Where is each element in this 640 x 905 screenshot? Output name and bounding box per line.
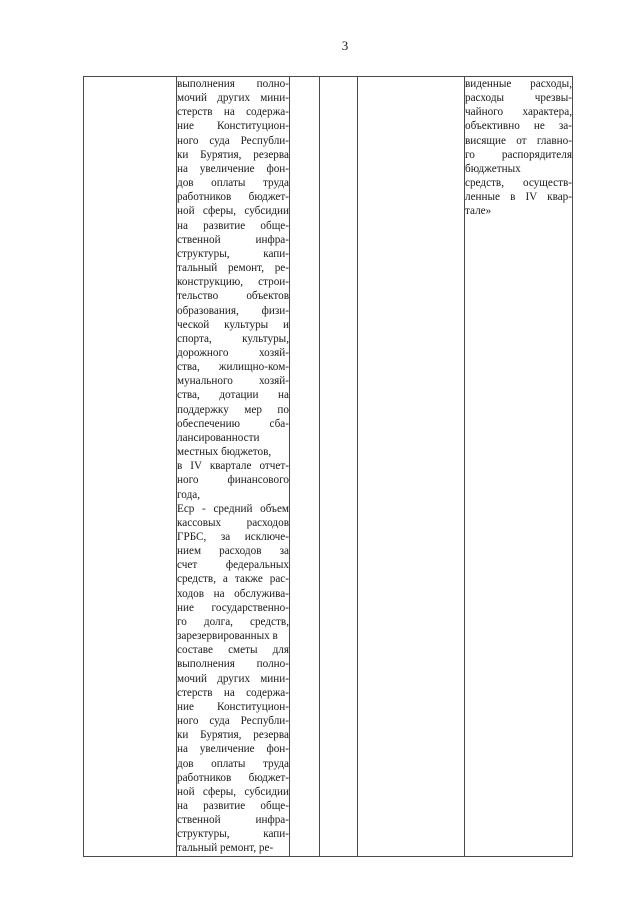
text-line: ственной инфра- <box>177 814 289 827</box>
text-line: мунального хозяй- <box>177 375 289 388</box>
table-cell-col6 <box>465 77 573 857</box>
table-cell-col2 <box>177 77 290 857</box>
text-line: в IV квартале отчет- <box>177 460 289 473</box>
text-line: ние Конституцион- <box>177 120 289 133</box>
text-line: объективно не за- <box>465 120 572 133</box>
text-line: счет федеральных <box>177 559 289 572</box>
text-line: ной сферы, субсидии <box>177 785 289 798</box>
text-line: выполнения полно- <box>177 78 289 90</box>
text-line: на увеличение фон- <box>177 743 289 756</box>
text-line: спорта, культуры, <box>177 332 289 345</box>
text-line: дов оплаты труда <box>177 177 289 190</box>
text-line: ние государственно- <box>177 601 289 614</box>
text-line: ГРБС, за исключе- <box>177 531 289 543</box>
text-line: ки Бурятия, резерва <box>177 729 289 742</box>
text-line: лансированности <box>177 431 260 444</box>
text-line: средств, осуществ- <box>465 177 572 190</box>
text-line: структуры, капи- <box>177 247 289 260</box>
text-line: чайного характера, <box>465 106 572 119</box>
page-number: 3 <box>341 38 349 53</box>
text-line: стерств на содержа- <box>177 686 289 699</box>
text-line: составе сметы для <box>177 644 289 657</box>
text-line: местных бюджетов, <box>177 446 272 459</box>
text-line: ки Бурятия, резерва <box>177 148 289 161</box>
text-line: го распорядителя <box>465 148 572 161</box>
text-line: стерств на содержа- <box>177 106 289 119</box>
text-line: висящие от главно- <box>465 134 572 147</box>
text-line: нием расходов за <box>177 545 289 558</box>
text-line: года, <box>177 488 201 501</box>
text-line: бюджетных <box>465 162 521 175</box>
text-line: выполнения полно- <box>177 658 289 671</box>
text-line: кассовых расходов <box>177 516 289 529</box>
text-line: работников бюджет- <box>177 191 289 204</box>
text-line: на развитие обще- <box>177 219 289 232</box>
text-line: тале» <box>465 205 492 218</box>
table-cell-col1 <box>84 77 177 857</box>
text-line: зарезервированных в <box>177 630 278 643</box>
table-cell-col5 <box>358 77 465 857</box>
text-line: конструкцию, строи- <box>177 276 289 289</box>
text-line: ческой культуры и <box>177 318 289 331</box>
text-line: ного суда Республи- <box>177 134 289 147</box>
text-line: ходов на обслужива- <box>177 587 289 600</box>
text-line: ства, жилищно-ком- <box>177 361 289 374</box>
text-line: виденные расходы, <box>465 78 572 90</box>
text-line: дорожного хозяй- <box>177 346 289 359</box>
text-line: мочий других мини- <box>177 92 289 105</box>
text-line: ние Конституцион- <box>177 700 289 713</box>
text-line: мочий других мини- <box>177 672 289 685</box>
text-line: на увеличение фон- <box>177 162 289 175</box>
text-line: обеспечению сба- <box>177 417 289 430</box>
text-line: тальный ремонт, ре- <box>177 842 274 855</box>
text-line: структуры, капи- <box>177 828 289 841</box>
text-line: го долга, средств, <box>177 615 289 628</box>
document-table <box>83 76 573 857</box>
table-cell-col4 <box>320 77 358 857</box>
text-line: тальный ремонт, ре- <box>177 262 289 275</box>
text-line: образования, физи- <box>177 304 289 317</box>
text-line: ленные в IV квар- <box>465 191 572 204</box>
text-line: на развитие обще- <box>177 799 289 812</box>
text-line: средств, а также рас- <box>177 573 289 586</box>
text-line: расходы чрезвы- <box>465 92 572 105</box>
table-cell-col3 <box>290 77 320 857</box>
text-line: Еср - средний объем <box>177 502 289 515</box>
table-row <box>84 77 573 857</box>
text-line: ственной инфра- <box>177 233 289 246</box>
text-line: работников бюджет- <box>177 771 289 784</box>
text-line: ного суда Республи- <box>177 715 289 728</box>
text-line: ной сферы, субсидии <box>177 205 289 218</box>
text-line: ства, дотации на <box>177 389 289 402</box>
text-line: дов оплаты труда <box>177 757 289 770</box>
text-line: поддержку мер по <box>177 403 289 416</box>
text-line: ного финансового <box>177 474 289 487</box>
text-line: тельство объектов <box>177 290 289 303</box>
